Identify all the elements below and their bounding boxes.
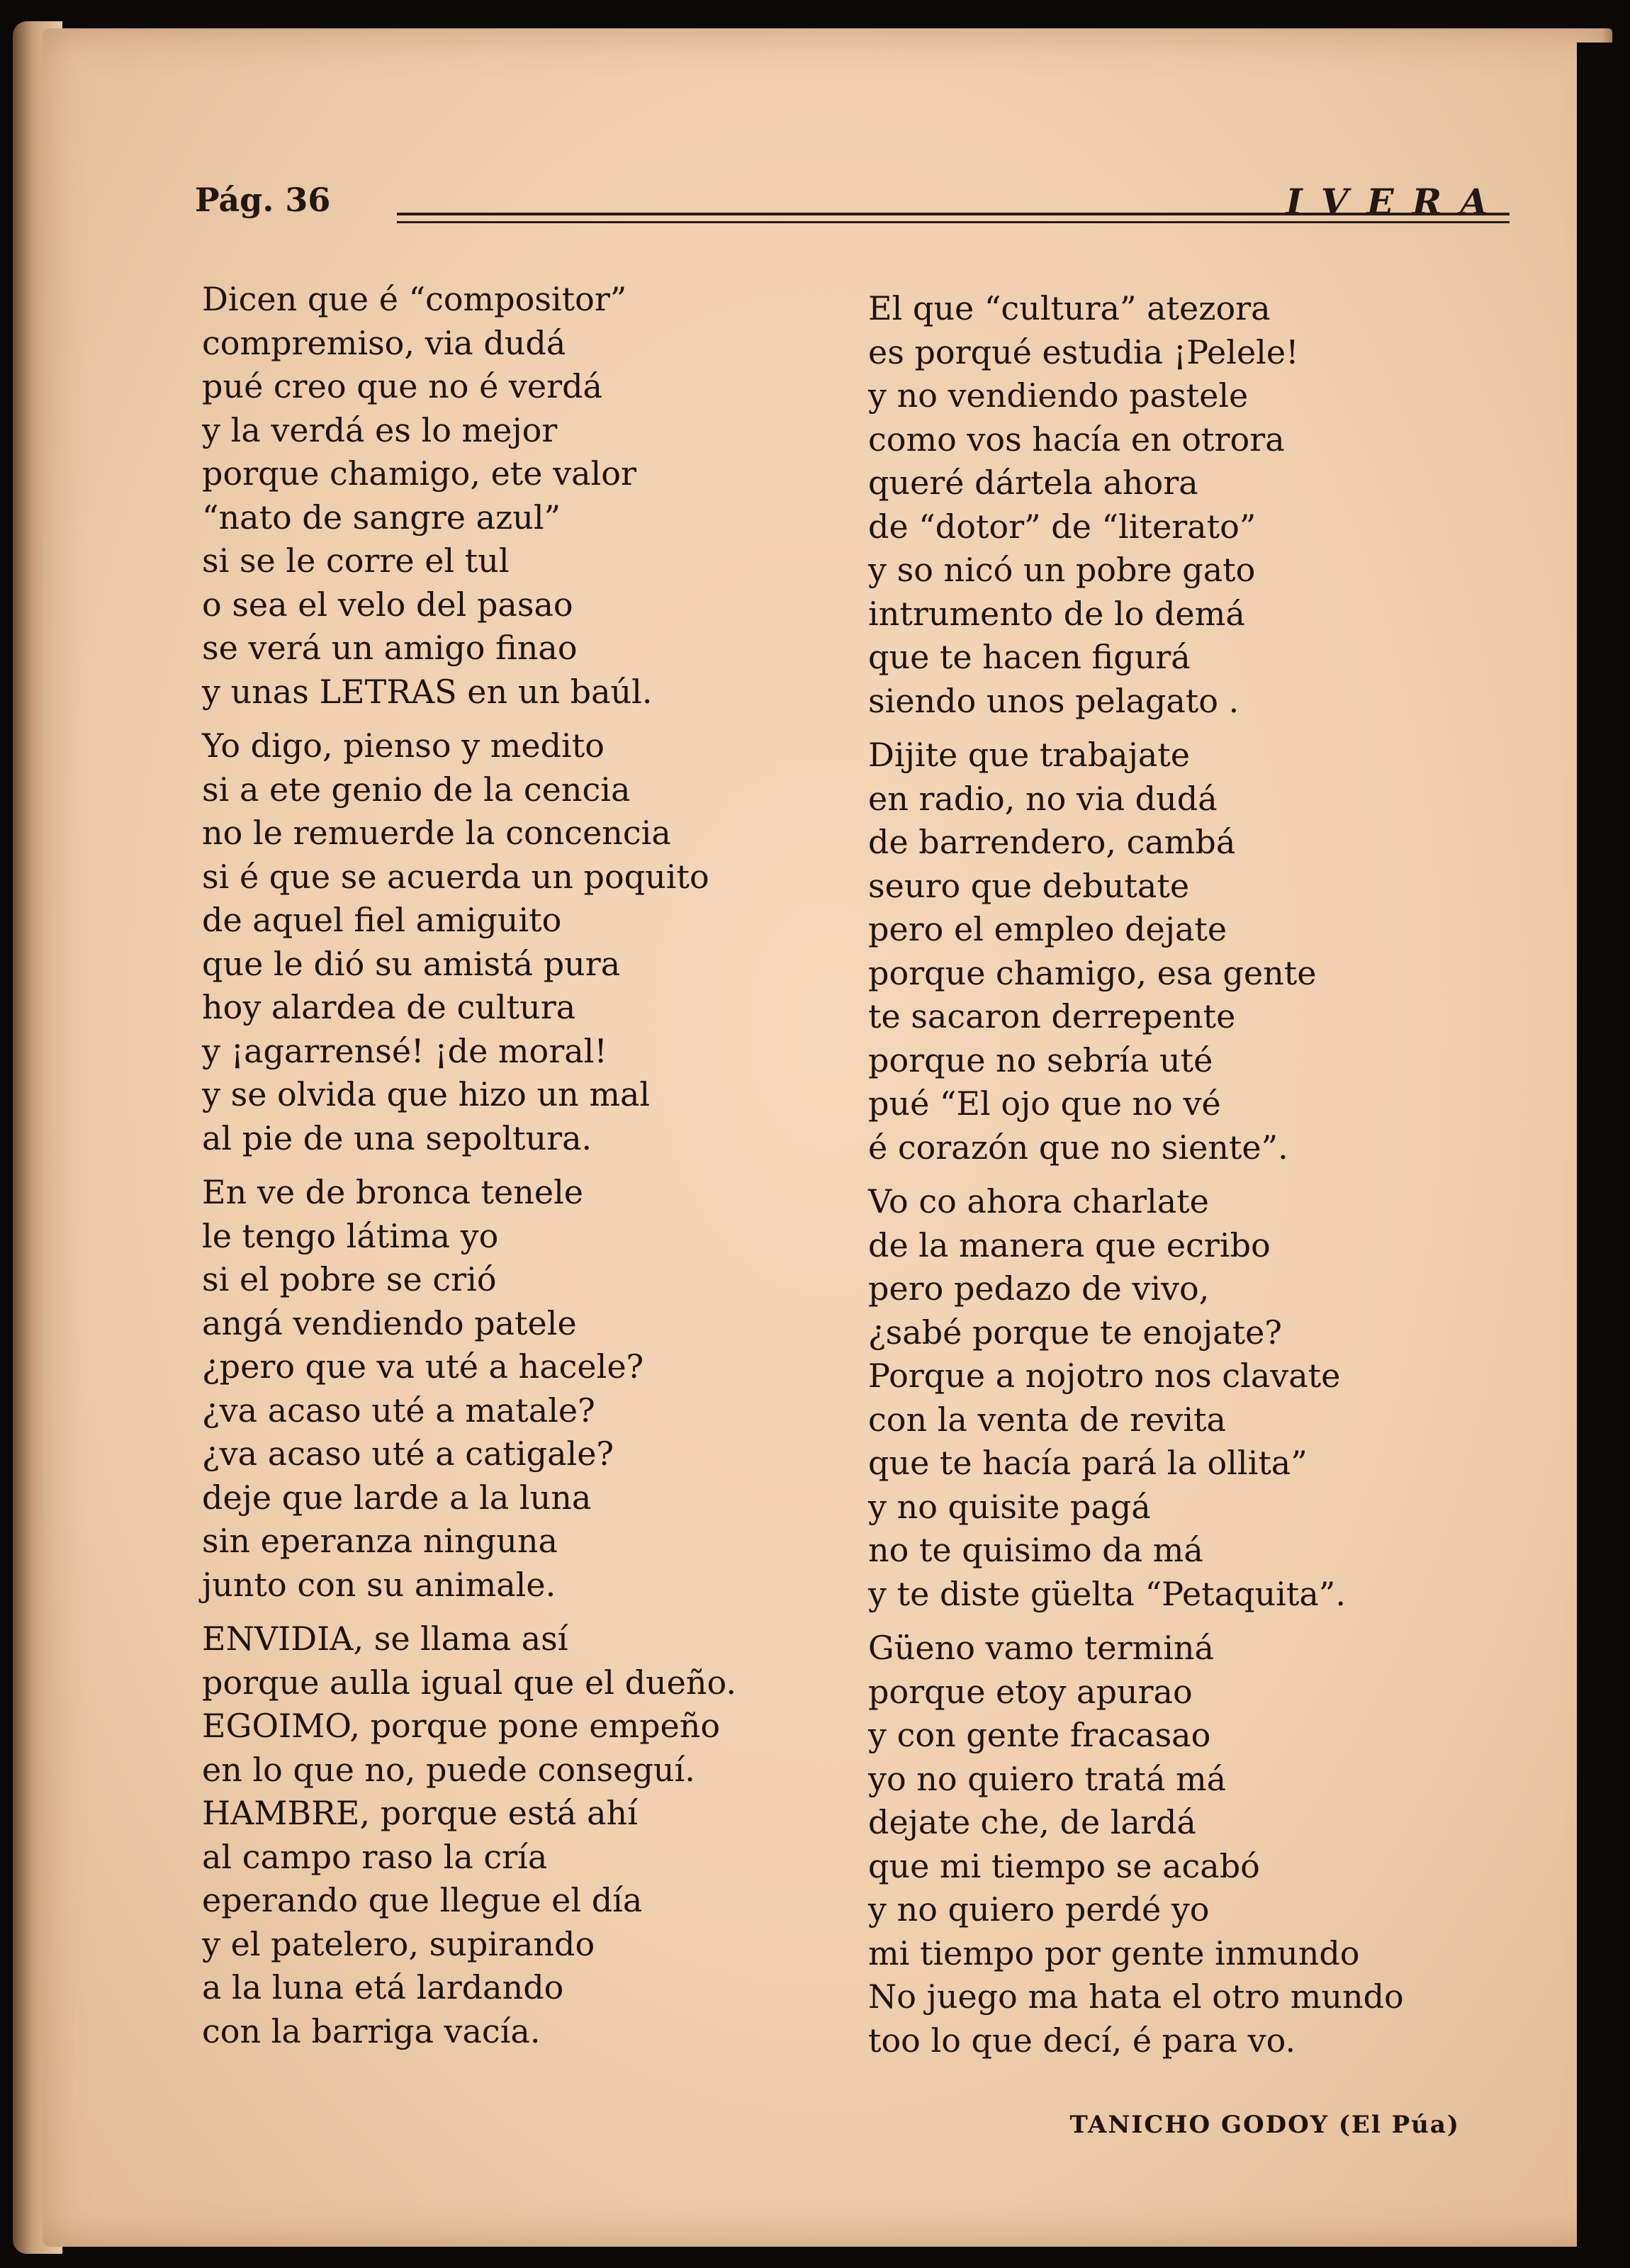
poem-line: de la manera que ecribo [868, 1225, 1271, 1264]
poem-line: queré dártela ahora [868, 464, 1198, 502]
poem-line: y unas LETRAS en un baúl. [202, 672, 653, 711]
poem-line: le tengo látima yo [202, 1216, 499, 1255]
poem-line: y te diste güelta “Petaquita”. [868, 1574, 1346, 1613]
poem-line: si é que se acuerda un poquito [202, 857, 709, 896]
poem-line: de aquel fiel amiguito [202, 901, 562, 939]
poem-line: no le remuerde la concencia [202, 814, 671, 852]
poem-line: Dijite que trabajate [868, 736, 1190, 774]
poem-line: como vos hacía en otrora [868, 420, 1285, 459]
poem-line: si a ete genio de la cencia [202, 770, 631, 809]
poem-line: a la luna etá lardando [202, 1968, 564, 2006]
poem-line: “nato de sangre azul” [202, 498, 561, 537]
poem-line: al campo raso la cría [202, 1837, 548, 1876]
poem-line: deje que larde a la luna [202, 1478, 592, 1517]
poem-line: y no vendiendo pastele [868, 376, 1249, 415]
poem-line: que te hacen figurá [868, 638, 1191, 676]
poem-line: en lo que no, puede conseguí. [202, 1750, 695, 1789]
poem-line: ¿va acaso uté a matale? [202, 1391, 595, 1430]
poem-line: que mi tiempo se acabó [868, 1846, 1260, 1885]
poem-stanza [202, 1617, 854, 2053]
poem-right-column [868, 287, 1492, 2073]
poem-line: dejate che, de lardá [868, 1803, 1196, 1841]
poem-line: mi tiempo por gente inmundo [868, 1933, 1360, 1972]
poem-line: y ¡agarrensé! ¡de moral! [202, 1031, 607, 1070]
poem-stanza [202, 278, 854, 714]
poem-line: porque etoy apurao [868, 1672, 1193, 1711]
poem-line: ¿sabé porque te enojate? [868, 1313, 1282, 1352]
poem-line: Yo digo, pienso y medito [202, 726, 605, 765]
poem-line: y no quisite pagá [868, 1487, 1151, 1526]
poem-line: ¿pero que va uté a hacele? [202, 1347, 644, 1386]
poem-line: si el pobre se crió [202, 1260, 497, 1298]
header-rule-double [397, 221, 1510, 223]
header-rule [397, 213, 1510, 215]
poem-stanza [202, 724, 854, 1160]
poem-line: é corazón que no siente”. [868, 1128, 1288, 1167]
poem-line: con la barriga vacía. [202, 2011, 541, 2050]
poem-line: de barrendero, cambá [868, 823, 1236, 861]
poem-stanza [868, 1627, 1492, 2062]
poem-stanza [202, 1171, 854, 1607]
poem-line: siendo unos pelagato . [868, 681, 1240, 720]
poem-line: y la verdá es lo mejor [202, 410, 558, 449]
poem-line: y se olvida que hizo un mal [202, 1075, 651, 1113]
poem-line: El que “cultura” atezora [868, 289, 1271, 327]
poem-line: y con gente fracasao [868, 1716, 1211, 1754]
poem-line: es porqué estudia ¡Pelele! [868, 332, 1299, 371]
poem-line: junto con su animale. [202, 1565, 556, 1604]
poem-line: con la venta de revita [868, 1400, 1226, 1439]
poem-line: y so nicó un pobre gato [868, 551, 1256, 589]
poem-line: pero pedazo de vivo, [868, 1269, 1210, 1308]
journal-title: IVERA [1286, 181, 1506, 223]
poem-line: Porque a nojotro nos clavate [868, 1357, 1341, 1395]
poem-line: no te quisimo da má [868, 1531, 1203, 1569]
page-number: Pág. 36 [195, 181, 331, 219]
background-shadow [1577, 43, 1630, 2268]
poem-line: porque no sebría uté [868, 1040, 1213, 1079]
poem-line: porque aulla igual que el dueño. [202, 1663, 737, 1702]
poem-line: Vo co ahora charlate [868, 1182, 1209, 1220]
poem-line: o sea el velo del pasao [202, 585, 573, 624]
poem-line: too lo que decí, é para vo. [868, 2021, 1296, 2060]
poem-line: porque chamigo, ete valor [202, 454, 636, 493]
poem-line: hoy alardea de cultura [202, 988, 576, 1026]
poem-line: EGOIMO, porque pone empeño [202, 1707, 721, 1745]
poem-line: que te hacía pará la ollita” [868, 1444, 1308, 1482]
poem-line: al pie de una sepoltura. [202, 1118, 592, 1157]
poem-line: y no quiero perdé yo [868, 1890, 1210, 1929]
poem-line: intrumento de lo demá [868, 594, 1245, 633]
poem-line: si se le corre el tul [202, 541, 510, 580]
poem-line: compremiso, via dudá [202, 323, 566, 362]
poem-line: angá vendiendo patele [202, 1303, 577, 1342]
poem-line: pué creo que no é verdá [202, 367, 602, 405]
poem-line: HAMBRE, porque está ahí [202, 1794, 638, 1832]
poem-line: En ve de bronca tenele [202, 1173, 584, 1211]
poem-line: se verá un amigo finao [202, 629, 578, 667]
poem-line: en radio, no via dudá [868, 779, 1218, 818]
poem-line: eperando que llegue el día [202, 1881, 643, 1919]
poem-line: pero el empleo dejate [868, 910, 1227, 948]
poem-line: Dicen que é “compositor” [202, 280, 627, 318]
poem-line: ¿va acaso uté a catigale? [202, 1435, 614, 1473]
poem-line: y el patelero, supirando [202, 1924, 595, 1963]
poem-line: de “dotor” de “literato” [868, 507, 1257, 546]
poem-line: sin eperanza ninguna [202, 1522, 558, 1560]
poem-stanza [868, 734, 1492, 1169]
poem-stanza [868, 1180, 1492, 1616]
poem-line: No juego ma hata el otro mundo [868, 1977, 1404, 2016]
poem-line: seuro que debutate [868, 866, 1190, 905]
poem-line: porque chamigo, esa gente [868, 953, 1317, 992]
poem-line: te sacaron derrepente [868, 997, 1236, 1035]
poem-left-column [202, 278, 854, 2064]
poem-line: que le dió su amistá pura [202, 944, 621, 983]
poem-line: yo no quiero tratá má [868, 1759, 1227, 1798]
author-signature: TANICHO GODOY (El Púa) [1069, 2111, 1460, 2139]
poem-line: Güeno vamo terminá [868, 1629, 1214, 1667]
poem-stanza [868, 287, 1492, 723]
poem-line: pué “El ojo que no vé [868, 1084, 1221, 1123]
poem-line: ENVIDIA, se llama así [202, 1619, 568, 1658]
